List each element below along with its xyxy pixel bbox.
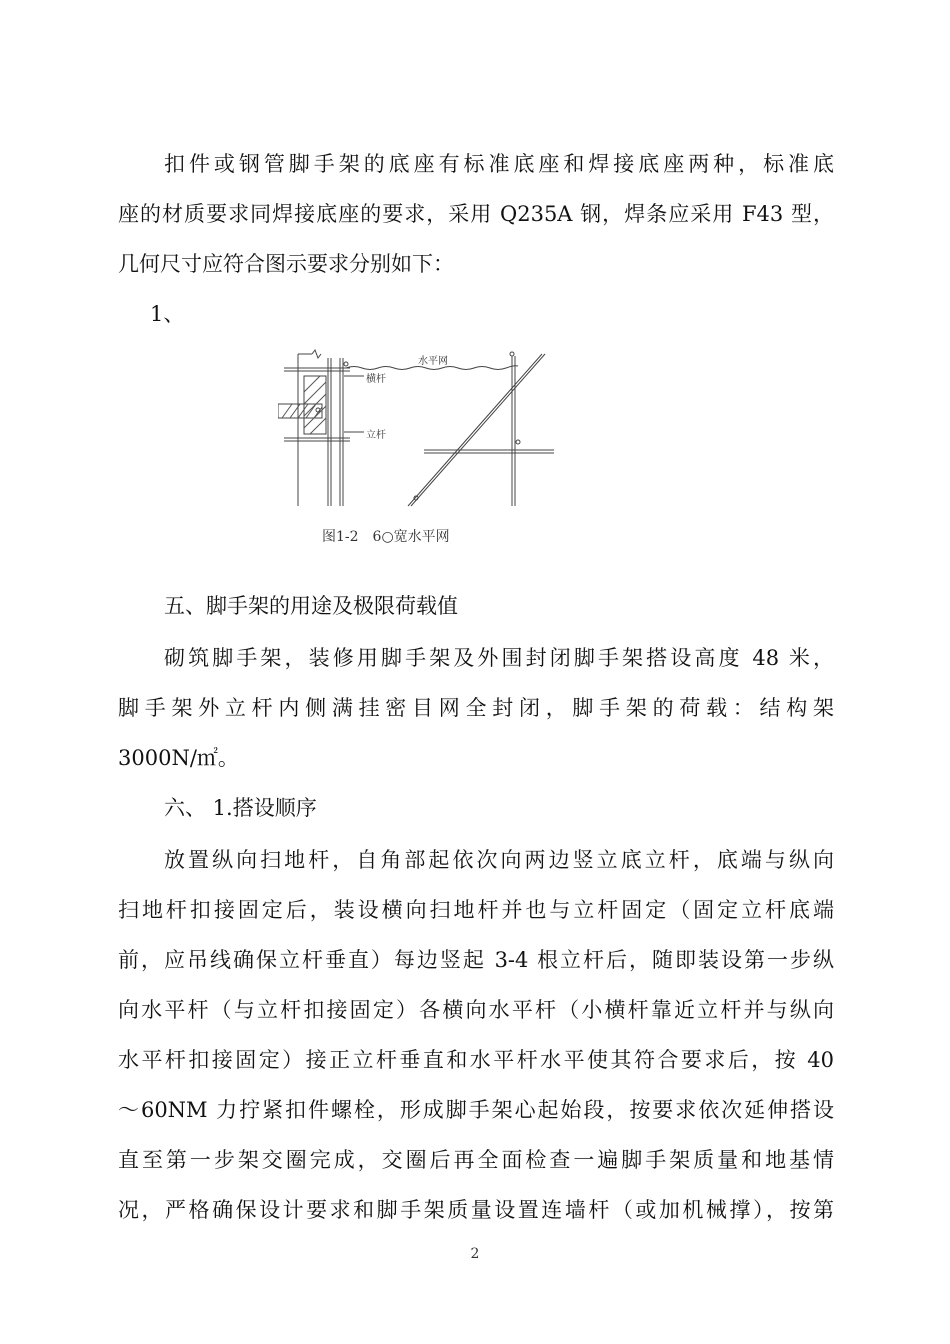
- label-horizontal-net: 水平网: [418, 356, 448, 367]
- text-line: 前，应吊线确保立杆垂直）每边竖起 3-4 根立杆后，随即装设第一步纵: [118, 948, 834, 972]
- paragraph-erection-sequence: [118, 835, 834, 1235]
- text-line: 水平杆扣接固定）接正立杆垂直和水平杆水平使其符合要求后，按 40: [118, 1048, 834, 1072]
- coupler: [344, 362, 348, 366]
- label-horizontal-bar: 横杆: [366, 374, 386, 385]
- break-mark: [312, 350, 321, 358]
- text-line: 直至第一步架交圈完成，交圈后再全面检查一遍脚手架质量和地基情: [118, 1148, 834, 1172]
- scaffold-diagram: [278, 346, 562, 556]
- list-item-number: [150, 289, 866, 339]
- text-line: 座的材质要求同焊接底座的要求，采用 Q235A 钢，焊条应采用 F43 型，: [118, 202, 834, 226]
- page-number: 2: [470, 1246, 480, 1262]
- heading-text: 六、 1.搭设顺序: [164, 796, 317, 820]
- label-upright: 立杆: [366, 430, 386, 441]
- text-line: 扫地杆扣接固定后，装设横向扫地杆并也与立杆固定（固定立杆底端: [118, 898, 834, 922]
- text-line: 扣件或钢管脚手架的底座有标准底座和焊接底座两种，标准底: [164, 152, 834, 176]
- paragraph-base-description: [118, 139, 834, 289]
- heading-text: 五、脚手架的用途及极限荷载值: [164, 594, 458, 618]
- paragraph-usage-load: [118, 633, 834, 783]
- diagonal-brace: [408, 354, 542, 506]
- text-line: 3000N/㎡。: [118, 746, 239, 770]
- list-item-label: 1、: [150, 302, 185, 326]
- figure-caption: 图1-2 6○宽水平网: [322, 529, 450, 545]
- text-line: 脚手架外立杆内侧满挂密目网全封闭，脚手架的荷载：结构架: [118, 696, 834, 720]
- text-line: 况，严格确保设计要求和脚手架质量设置连墙杆（或加机械撑），按第: [118, 1198, 834, 1222]
- section-heading-5: [118, 581, 834, 631]
- scaffold-figure: [278, 346, 562, 556]
- section-heading-6: [118, 783, 834, 833]
- text-line: ～60NM 力拧紧扣件螺栓，形成脚手架心起始段，按要求依次延伸搭设: [118, 1098, 834, 1122]
- text-line: 砌筑脚手架，装修用脚手架及外围封闭脚手架搭设高度 48 米，: [164, 646, 834, 670]
- text-line: 放置纵向扫地杆，自角部起依次向两边竖立底立杆，底端与纵向: [164, 848, 834, 872]
- text-line: 向水平杆（与立杆扣接固定）各横向水平杆（小横杆靠近立杆并与纵向: [118, 998, 834, 1022]
- text-line: 几何尺寸应符合图示要求分别如下：: [118, 252, 454, 276]
